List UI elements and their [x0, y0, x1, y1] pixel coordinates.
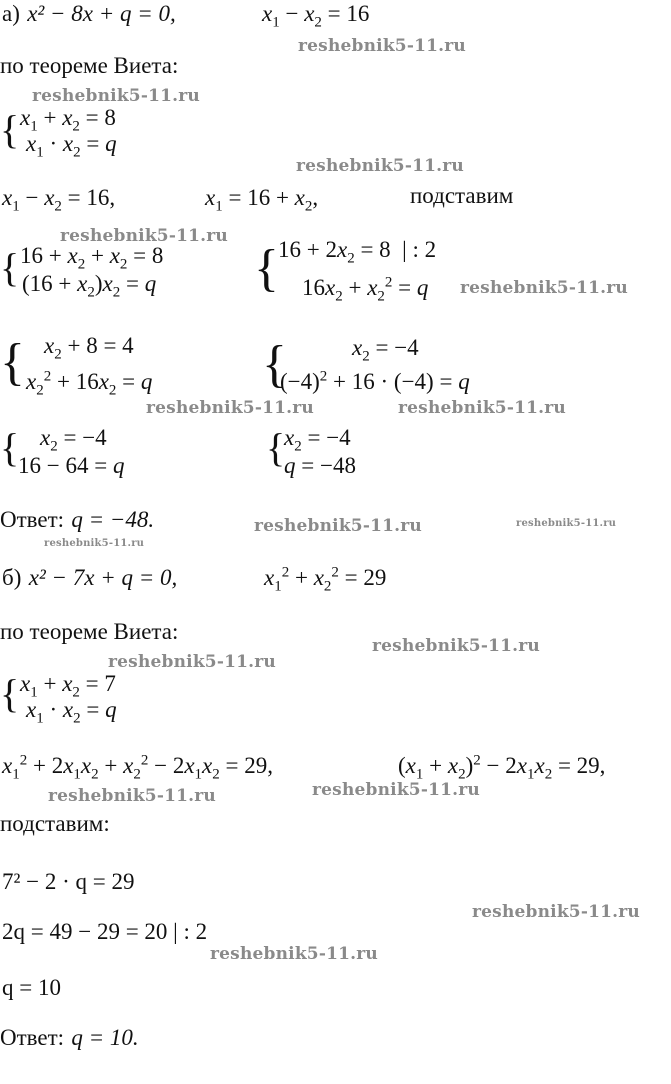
answer-value-a: q = −48. — [71, 507, 155, 532]
x1-expression: $x_1 = 16 + x_2$, — [205, 185, 319, 215]
step-2: 2q = 49 − 29 = 20 | : 2 — [2, 919, 208, 944]
watermark: reshebnik5-11.ru — [44, 538, 145, 549]
watermark: reshebnik5-11.ru — [146, 398, 314, 418]
watermark: reshebnik5-11.ru — [312, 780, 480, 800]
watermark: reshebnik5-11.ru — [298, 36, 466, 56]
system-brace: { — [0, 671, 20, 716]
system-6-eq1: $x_2 = -4$ — [284, 425, 351, 455]
system-3-eq1: $x_2 + 8 = 4$ — [44, 333, 134, 363]
system-4-eq1: $x_2 = -4$ — [352, 335, 419, 365]
difference-line: $x_1 - x_2 = 16$, — [2, 185, 116, 215]
system-brace: { — [266, 425, 286, 470]
substitute-label-a: подставим — [410, 183, 514, 208]
watermark: reshebnik5-11.ru — [210, 944, 378, 964]
system-1-eq1: $16 + x_2 + x_2 = 8$ — [20, 243, 164, 273]
system-5-eq2: 16 − 64 = q — [18, 453, 125, 478]
step-3: q = 10 — [2, 975, 61, 1000]
vieta-product-a: $x_1 \cdot x_2 = q$ — [26, 131, 117, 161]
system-brace: { — [262, 336, 287, 393]
part-a-equation: x² − 8x + q = 0, — [27, 1, 176, 26]
system-brace: { — [0, 334, 25, 391]
part-b-equation: x² − 7x + q = 0, — [28, 565, 178, 590]
square-identity: $(x_1 + x_2)^2 - 2x_1x_2 = 29$, — [398, 752, 606, 783]
watermark: reshebnik5-11.ru — [460, 278, 628, 298]
answer-label-b: Ответ: — [0, 1025, 65, 1050]
vieta-heading-a: по теореме Виета: — [0, 53, 179, 78]
watermark: reshebnik5-11.ru — [254, 516, 422, 536]
vieta-heading-b: по теореме Виета: — [0, 619, 179, 644]
part-a-condition: $x_1 - x_2 = 16$ — [262, 1, 370, 31]
watermark: reshebnik5-11.ru — [516, 518, 617, 529]
answer-label-a: Ответ: — [0, 507, 65, 532]
vieta-sum-a: $x_1 + x_2 = 8$ — [20, 105, 116, 135]
answer-a — [0, 506, 154, 534]
step-1: 7² − 2 · q = 29 — [2, 869, 135, 894]
watermark: reshebnik5-11.ru — [398, 398, 566, 418]
system-2-eq1: $16 + 2x_2 = 8$ | : 2 — [278, 237, 437, 267]
system-brace: { — [0, 107, 20, 152]
substitute-label-b: подставим: — [0, 811, 110, 836]
answer-value-b: q = 10. — [71, 1025, 139, 1050]
watermark: reshebnik5-11.ru — [472, 902, 640, 922]
watermark: reshebnik5-11.ru — [48, 786, 216, 806]
part-b-label: б) — [2, 565, 22, 590]
watermark: reshebnik5-11.ru — [60, 226, 228, 246]
part-a-label: а) — [2, 1, 20, 26]
part-b-condition: $x_1^2 + x_2^2 = 29$ — [264, 564, 387, 595]
expanded-identity: $x_1^2 + 2x_1x_2 + x_2^2 - 2x_1x_2 = 29$, — [2, 752, 273, 783]
system-4-eq2: $(-4)^2 + 16 \cdot (-4) = q$ — [280, 368, 470, 394]
watermark: reshebnik5-11.ru — [372, 636, 540, 656]
system-5-eq1: $x_2 = -4$ — [40, 425, 107, 455]
answer-b — [0, 1024, 139, 1052]
part-a-header — [2, 0, 176, 28]
vieta-product-b: $x_1 \cdot x_2 = q$ — [26, 697, 117, 727]
system-3-eq2: $x_2^2 + 16x_2 = q$ — [26, 368, 153, 399]
system-brace: { — [0, 245, 20, 290]
system-brace: { — [0, 425, 20, 470]
watermark: reshebnik5-11.ru — [296, 156, 464, 176]
part-b-header — [2, 564, 177, 592]
system-brace: { — [254, 240, 279, 297]
system-1-eq2: $(16 + x_2)x_2 = q$ — [22, 271, 157, 301]
watermark: reshebnik5-11.ru — [108, 652, 276, 672]
watermark: reshebnik5-11.ru — [32, 86, 200, 106]
system-6-eq2: q = −48 — [284, 453, 356, 478]
vieta-sum-b: $x_1 + x_2 = 7$ — [20, 671, 116, 701]
system-2-eq2: $16x_2 + x_2^2 = q$ — [302, 274, 429, 305]
